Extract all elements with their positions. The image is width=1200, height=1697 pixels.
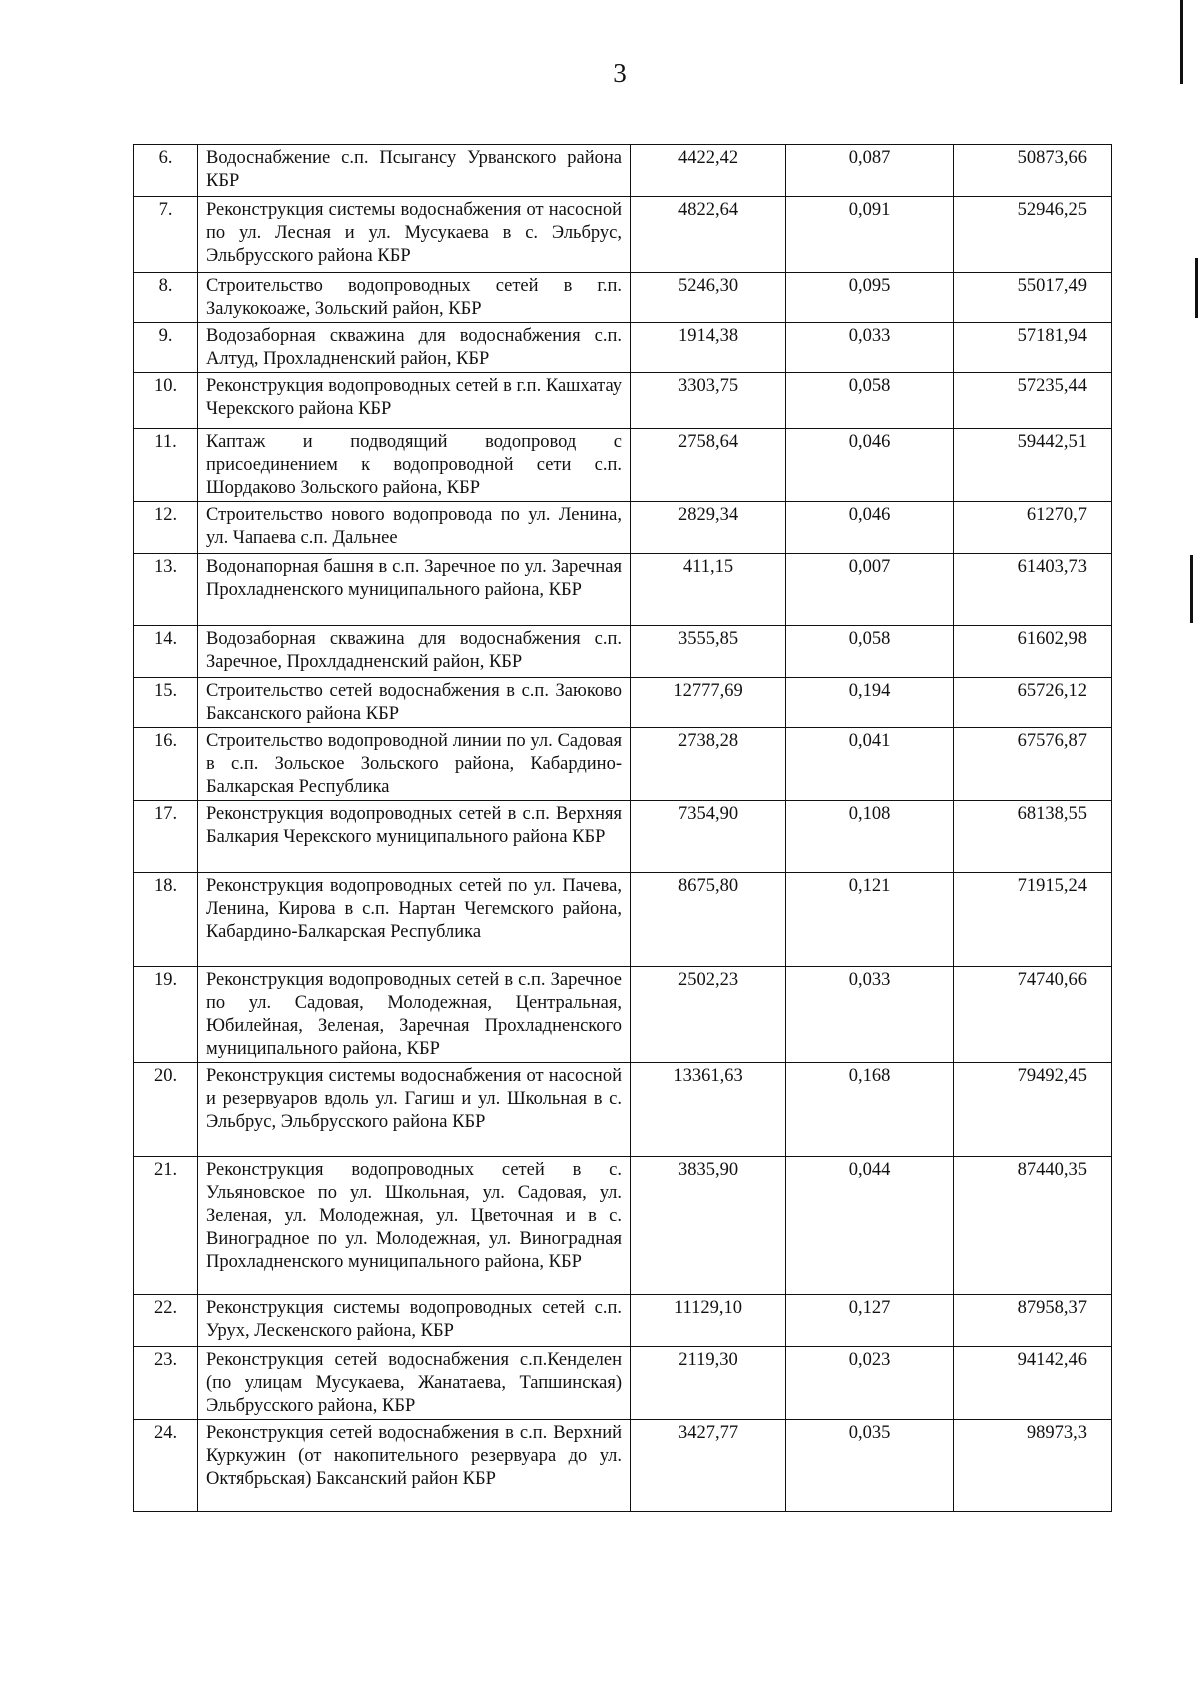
cumulative-value-cell bbox=[954, 1295, 1112, 1347]
object-name-cell bbox=[198, 429, 631, 502]
table-row bbox=[134, 373, 1112, 429]
coefficient-value: 0,058 bbox=[848, 629, 891, 649]
row-number: 7. bbox=[158, 200, 173, 220]
object-name-cell bbox=[198, 801, 631, 873]
cost-value: 3555,85 bbox=[677, 629, 739, 649]
row-number: 20. bbox=[153, 1066, 178, 1086]
row-number-cell bbox=[134, 323, 198, 373]
coefficient-value-cell bbox=[786, 801, 954, 873]
coefficient-value: 0,033 bbox=[848, 970, 891, 990]
coefficient-value-cell bbox=[786, 273, 954, 323]
row-number: 18. bbox=[153, 876, 178, 896]
object-name-cell bbox=[198, 145, 631, 197]
object-name: Водонапорная башня в с.п. Заречное по ул. Заречная Прохладненского муниципального района, КБР bbox=[206, 557, 622, 600]
page-number: 3 bbox=[613, 58, 627, 88]
object-name: Реконструкция водопроводных сетей в с.п. Верхняя Балкария Черекского муниципального района КБР bbox=[206, 804, 622, 847]
cumulative-value: 61270,7 bbox=[1026, 505, 1087, 525]
cost-value-cell bbox=[631, 554, 786, 626]
coefficient-value: 0,121 bbox=[848, 876, 891, 896]
cost-value-cell bbox=[631, 502, 786, 554]
table-row bbox=[134, 728, 1112, 801]
coefficient-value: 0,194 bbox=[848, 681, 891, 701]
row-number: 11. bbox=[154, 432, 177, 452]
cumulative-value-cell bbox=[954, 197, 1112, 273]
cost-value: 1914,38 bbox=[677, 326, 739, 346]
cumulative-value: 94142,46 bbox=[1017, 1350, 1087, 1370]
scan-margin-mark bbox=[1190, 555, 1193, 623]
cost-value: 13361,63 bbox=[673, 1066, 743, 1086]
object-name-cell bbox=[198, 197, 631, 273]
coefficient-value: 0,023 bbox=[848, 1350, 891, 1370]
table-row bbox=[134, 873, 1112, 967]
row-number: 24. bbox=[153, 1423, 178, 1443]
cumulative-value-cell bbox=[954, 801, 1112, 873]
coefficient-value: 0,127 bbox=[848, 1298, 891, 1318]
coefficient-value-cell bbox=[786, 678, 954, 728]
cumulative-value-cell bbox=[954, 678, 1112, 728]
cost-value-cell bbox=[631, 1157, 786, 1295]
coefficient-value-cell bbox=[786, 1063, 954, 1157]
coefficient-value: 0,041 bbox=[848, 731, 891, 751]
object-name: Каптаж и подводящий водопровод с присоединением к водопроводной сети с.п. Шордаково Зольского района, КБР bbox=[206, 432, 622, 498]
object-name-cell bbox=[198, 873, 631, 967]
coefficient-value-cell bbox=[786, 626, 954, 678]
cost-value: 2502,23 bbox=[677, 970, 739, 990]
coefficient-value-cell bbox=[786, 323, 954, 373]
table-row bbox=[134, 626, 1112, 678]
object-name: Реконструкция водопроводных сетей в с.п. Заречное по ул. Садовая, Молодежная, Центральная, Юбилейная, Зеленая, Заречная Прохладненского муниципального района, КБР bbox=[206, 970, 622, 1059]
cumulative-value-cell bbox=[954, 1063, 1112, 1157]
row-number: 21. bbox=[153, 1160, 178, 1180]
cost-value-cell bbox=[631, 728, 786, 801]
object-name: Реконструкция водопроводных сетей в г.п. Кашхатау Черекского района КБР bbox=[206, 376, 622, 419]
cost-value-cell bbox=[631, 1295, 786, 1347]
cumulative-value: 87958,37 bbox=[1017, 1298, 1087, 1318]
cost-value: 3835,90 bbox=[677, 1160, 739, 1180]
coefficient-value-cell bbox=[786, 145, 954, 197]
cumulative-value: 57235,44 bbox=[1017, 376, 1087, 396]
row-number-cell bbox=[134, 273, 198, 323]
cumulative-value: 67576,87 bbox=[1017, 731, 1087, 751]
object-name-cell bbox=[198, 1420, 631, 1512]
cumulative-value-cell bbox=[954, 554, 1112, 626]
object-name: Реконструкция водопроводных сетей по ул. Пачева, Ленина, Кирова в с.п. Нартан Чегемского района, Кабардино-Балкарская Республика bbox=[206, 876, 622, 942]
row-number-cell bbox=[134, 678, 198, 728]
cumulative-value: 57181,94 bbox=[1017, 326, 1087, 346]
row-number-cell bbox=[134, 728, 198, 801]
coefficient-value: 0,087 bbox=[848, 148, 891, 168]
coefficient-value: 0,007 bbox=[848, 557, 891, 577]
object-name: Реконструкция системы водопроводных сетей с.п. Урух, Лескенского района, КБР bbox=[206, 1298, 622, 1341]
row-number-cell bbox=[134, 1295, 198, 1347]
cost-value-cell bbox=[631, 323, 786, 373]
cumulative-value: 74740,66 bbox=[1017, 970, 1087, 990]
object-name: Строительство водопроводной линии по ул. Садовая в с.п. Зольское Зольского района, Кабардино-Балкарская Республика bbox=[206, 731, 622, 797]
row-number-cell bbox=[134, 429, 198, 502]
cost-value: 2829,34 bbox=[677, 505, 739, 525]
coefficient-value-cell bbox=[786, 873, 954, 967]
cumulative-value: 59442,51 bbox=[1017, 432, 1087, 452]
row-number: 23. bbox=[153, 1350, 178, 1370]
row-number-cell bbox=[134, 1157, 198, 1295]
coefficient-value: 0,044 bbox=[848, 1160, 891, 1180]
coefficient-value-cell bbox=[786, 373, 954, 429]
cumulative-value: 87440,35 bbox=[1017, 1160, 1087, 1180]
row-number: 8. bbox=[158, 276, 173, 296]
cumulative-value: 50873,66 bbox=[1017, 148, 1087, 168]
cumulative-value-cell bbox=[954, 323, 1112, 373]
cost-value-cell bbox=[631, 873, 786, 967]
cost-value: 11129,10 bbox=[673, 1298, 742, 1318]
object-name-cell bbox=[198, 967, 631, 1063]
row-number: 13. bbox=[153, 557, 178, 577]
cost-value: 2738,28 bbox=[677, 731, 739, 751]
row-number: 17. bbox=[153, 804, 178, 824]
row-number-cell bbox=[134, 145, 198, 197]
cumulative-value: 61403,73 bbox=[1017, 557, 1087, 577]
cost-value: 5246,30 bbox=[677, 276, 739, 296]
cumulative-value-cell bbox=[954, 1420, 1112, 1512]
object-name: Водоснабжение с.п. Псыгансу Урванского района КБР bbox=[206, 148, 622, 191]
coefficient-value: 0,091 bbox=[848, 200, 891, 220]
cumulative-value-cell bbox=[954, 1157, 1112, 1295]
cumulative-value-cell bbox=[954, 373, 1112, 429]
cost-value: 411,15 bbox=[682, 557, 734, 577]
object-name: Строительство водопроводных сетей в г.п. Залукокоаже, Зольский район, КБР bbox=[206, 276, 622, 319]
cost-value-cell bbox=[631, 373, 786, 429]
object-name: Реконструкция системы водоснабжения от насосной и резервуаров вдоль ул. Гагиш и ул. Школьная в с. Эльбрус, Эльбрусского района КБР bbox=[206, 1066, 622, 1132]
cost-value: 4422,42 bbox=[677, 148, 739, 168]
cumulative-value: 65726,12 bbox=[1017, 681, 1087, 701]
cost-value-cell bbox=[631, 678, 786, 728]
cost-value-cell bbox=[631, 626, 786, 678]
scan-margin-mark bbox=[1180, 0, 1183, 84]
cumulative-value-cell bbox=[954, 967, 1112, 1063]
table-row bbox=[134, 197, 1112, 273]
cost-value-cell bbox=[631, 273, 786, 323]
row-number-cell bbox=[134, 197, 198, 273]
coefficient-value-cell bbox=[786, 728, 954, 801]
row-number: 14. bbox=[153, 629, 178, 649]
table-row bbox=[134, 1295, 1112, 1347]
cost-value: 2758,64 bbox=[677, 432, 739, 452]
coefficient-value-cell bbox=[786, 1295, 954, 1347]
coefficient-value-cell bbox=[786, 967, 954, 1063]
object-name-cell bbox=[198, 626, 631, 678]
row-number: 19. bbox=[153, 970, 178, 990]
table-row bbox=[134, 1347, 1112, 1420]
coefficient-value-cell bbox=[786, 429, 954, 502]
row-number-cell bbox=[134, 873, 198, 967]
cost-value: 12777,69 bbox=[673, 681, 743, 701]
row-number: 9. bbox=[158, 326, 173, 346]
cumulative-value-cell bbox=[954, 145, 1112, 197]
row-number-cell bbox=[134, 626, 198, 678]
cost-value-cell bbox=[631, 1420, 786, 1512]
scan-margin-mark bbox=[1195, 258, 1198, 318]
object-name: Реконструкция сетей водоснабжения в с.п. Верхний Куркужин (от накопительного резервуара до ул. Октябрьская) Баксанский район КБР bbox=[206, 1423, 622, 1489]
row-number: 6. bbox=[158, 148, 173, 168]
cumulative-value-cell bbox=[954, 429, 1112, 502]
cumulative-value: 71915,24 bbox=[1017, 876, 1087, 896]
coefficient-value: 0,035 bbox=[848, 1423, 891, 1443]
row-number-cell bbox=[134, 1063, 198, 1157]
coefficient-value: 0,058 bbox=[848, 376, 891, 396]
table-row bbox=[134, 502, 1112, 554]
cost-value: 7354,90 bbox=[677, 804, 739, 824]
coefficient-value-cell bbox=[786, 1420, 954, 1512]
object-name: Реконструкция системы водоснабжения от насосной по ул. Лесная и ул. Мусукаева в с. Эльбрус, Эльбрусского района КБР bbox=[206, 200, 622, 266]
cost-value-cell bbox=[631, 145, 786, 197]
table-body bbox=[134, 145, 1112, 1512]
coefficient-value: 0,095 bbox=[848, 276, 891, 296]
table-row bbox=[134, 554, 1112, 626]
row-number: 22. bbox=[153, 1298, 178, 1318]
table-row bbox=[134, 1063, 1112, 1157]
cost-value: 2119,30 bbox=[678, 1350, 738, 1370]
cumulative-value-cell bbox=[954, 728, 1112, 801]
object-name-cell bbox=[198, 554, 631, 626]
row-number-cell bbox=[134, 967, 198, 1063]
cumulative-value: 61602,98 bbox=[1017, 629, 1087, 649]
object-name-cell bbox=[198, 323, 631, 373]
cumulative-value-cell bbox=[954, 873, 1112, 967]
table-row bbox=[134, 323, 1112, 373]
row-number: 12. bbox=[153, 505, 178, 525]
coefficient-value: 0,046 bbox=[848, 432, 891, 452]
objects-table bbox=[133, 144, 1112, 1512]
table-row bbox=[134, 801, 1112, 873]
row-number-cell bbox=[134, 1420, 198, 1512]
cumulative-value: 79492,45 bbox=[1017, 1066, 1087, 1086]
cost-value-cell bbox=[631, 967, 786, 1063]
object-name-cell bbox=[198, 1157, 631, 1295]
object-name-cell bbox=[198, 1063, 631, 1157]
coefficient-value: 0,033 bbox=[848, 326, 891, 346]
table-row bbox=[134, 678, 1112, 728]
coefficient-value: 0,046 bbox=[848, 505, 891, 525]
cumulative-value-cell bbox=[954, 502, 1112, 554]
cumulative-value: 98973,3 bbox=[1026, 1423, 1087, 1443]
object-name-cell bbox=[198, 678, 631, 728]
table-row bbox=[134, 1420, 1112, 1512]
table-row bbox=[134, 273, 1112, 323]
object-name: Реконструкция водопроводных сетей в с. Ульяновское по ул. Школьная, ул. Садовая, ул. Зеленая, ул. Молодежная, ул. Цветочная и в с. Виноградное по ул. Молодежная, ул. Виноградная Прохладненского муниципального района, КБР bbox=[206, 1160, 622, 1272]
object-name-cell bbox=[198, 373, 631, 429]
coefficient-value: 0,168 bbox=[848, 1066, 891, 1086]
coefficient-value: 0,108 bbox=[848, 804, 891, 824]
cumulative-value: 52946,25 bbox=[1017, 200, 1087, 220]
object-name-cell bbox=[198, 502, 631, 554]
object-name-cell bbox=[198, 728, 631, 801]
row-number: 10. bbox=[153, 376, 178, 396]
object-name-cell bbox=[198, 1295, 631, 1347]
cumulative-value-cell bbox=[954, 626, 1112, 678]
row-number-cell bbox=[134, 502, 198, 554]
row-number-cell bbox=[134, 1347, 198, 1420]
table-row bbox=[134, 429, 1112, 502]
cost-value-cell bbox=[631, 1063, 786, 1157]
cumulative-value: 68138,55 bbox=[1017, 804, 1087, 824]
object-name-cell bbox=[198, 273, 631, 323]
cost-value: 4822,64 bbox=[677, 200, 739, 220]
cost-value: 8675,80 bbox=[677, 876, 739, 896]
row-number: 16. bbox=[153, 731, 178, 751]
coefficient-value-cell bbox=[786, 197, 954, 273]
object-name: Строительство сетей водоснабжения в с.п. Заюково Баксанского района КБР bbox=[206, 681, 622, 724]
cost-value-cell bbox=[631, 801, 786, 873]
table-row bbox=[134, 1157, 1112, 1295]
coefficient-value-cell bbox=[786, 1347, 954, 1420]
object-name: Строительство нового водопровода по ул. Ленина, ул. Чапаева с.п. Дальнее bbox=[206, 505, 622, 548]
cumulative-value-cell bbox=[954, 273, 1112, 323]
cost-value-cell bbox=[631, 197, 786, 273]
cost-value: 3303,75 bbox=[677, 376, 739, 396]
row-number: 15. bbox=[153, 681, 178, 701]
table-row bbox=[134, 145, 1112, 197]
coefficient-value-cell bbox=[786, 554, 954, 626]
object-name: Водозаборная скважина для водоснабжения с.п. Заречное, Прохлдадненский район, КБР bbox=[206, 629, 622, 672]
row-number-cell bbox=[134, 373, 198, 429]
cumulative-value-cell bbox=[954, 1347, 1112, 1420]
object-name-cell bbox=[198, 1347, 631, 1420]
cost-value-cell bbox=[631, 429, 786, 502]
cost-value: 3427,77 bbox=[677, 1423, 739, 1443]
coefficient-value-cell bbox=[786, 502, 954, 554]
table-row bbox=[134, 967, 1112, 1063]
row-number-cell bbox=[134, 801, 198, 873]
coefficient-value-cell bbox=[786, 1157, 954, 1295]
row-number-cell bbox=[134, 554, 198, 626]
object-name: Реконструкция сетей водоснабжения с.п.Кенделен (по улицам Мусукаева, Жанатаева, Тапшинская) Эльбрусского района, КБР bbox=[206, 1350, 622, 1416]
object-name: Водозаборная скважина для водоснабжения с.п. Алтуд, Прохладненский район, КБР bbox=[206, 326, 622, 369]
cumulative-value: 55017,49 bbox=[1017, 276, 1087, 296]
cost-value-cell bbox=[631, 1347, 786, 1420]
